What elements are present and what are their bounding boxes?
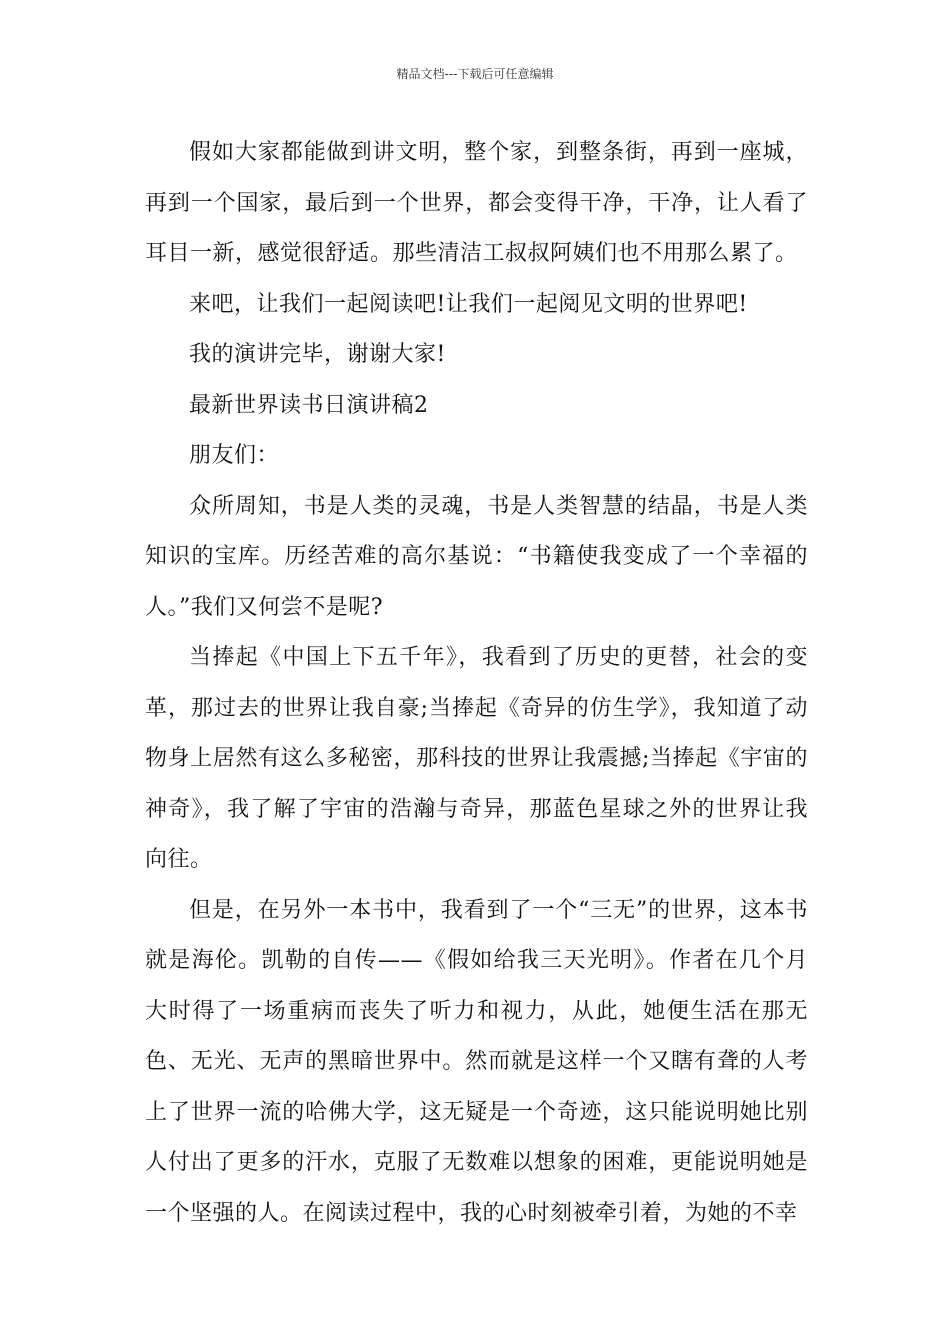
section-title: 最新世界读书日演讲稿2 (189, 392, 429, 418)
salutation: 朋友们： (189, 443, 280, 468)
page-header: 精品文档---下载后可任意编辑 (396, 67, 554, 81)
paragraph: 我的演讲完毕，谢谢大家! (189, 342, 446, 367)
paragraph: 众所周知，书是人类的灵魂，书是人类智慧的结晶，书是人类知识的宝库。历经苦难的高尔基说：“书籍使我变成了一个幸福的人。”我们又何尝不是呢? (145, 493, 808, 620)
paragraph: 假如大家都能做到讲文明，整个家，到整条街，再到一座城，再到一个国家，最后到一个世界，都会变得干净，干净，让人看了耳目一新，感觉很舒适。那些清洁工叔叔阿姨们也不用那么累了。 (145, 140, 808, 266)
paragraph: 当捧起《中国上下五千年》，我看到了历史的更替，社会的变革，那过去的世界让我自豪;当捧起《奇异的仿生学》，我知道了动物身上居然有这么多秘密，那科技的世界让我震撼;当捧起《宇宙的神奇》，我了解了宇宙的浩瀚与奇异，那蓝色星球之外的世界让我向往。 (145, 645, 808, 872)
paragraph: 但是，在另外一本书中，我看到了一个“三无”的世界，这本书就是海伦。凯勒的自传——《假如给我三天光明》。作者在几个月大时得了一场重病而丧失了听力和视力，从此，她便生活在那无色、无光、无声的黑暗世界中。然而就是这样一个又瞎有聋的人考上了世界一流的哈佛大学，这无疑是一个奇迹，这只能说明她比别人付出了更多的汗水，克服了无数难以想象的困难，更能说明她是一个坚强的人。在阅读过程中，我的心时刻被牵引着，为她的不幸 (145, 897, 808, 1226)
document-body (145, 128, 808, 1239)
paragraph: 来吧，让我们一起阅读吧!让我们一起阅见文明的世界吧! (189, 291, 748, 317)
